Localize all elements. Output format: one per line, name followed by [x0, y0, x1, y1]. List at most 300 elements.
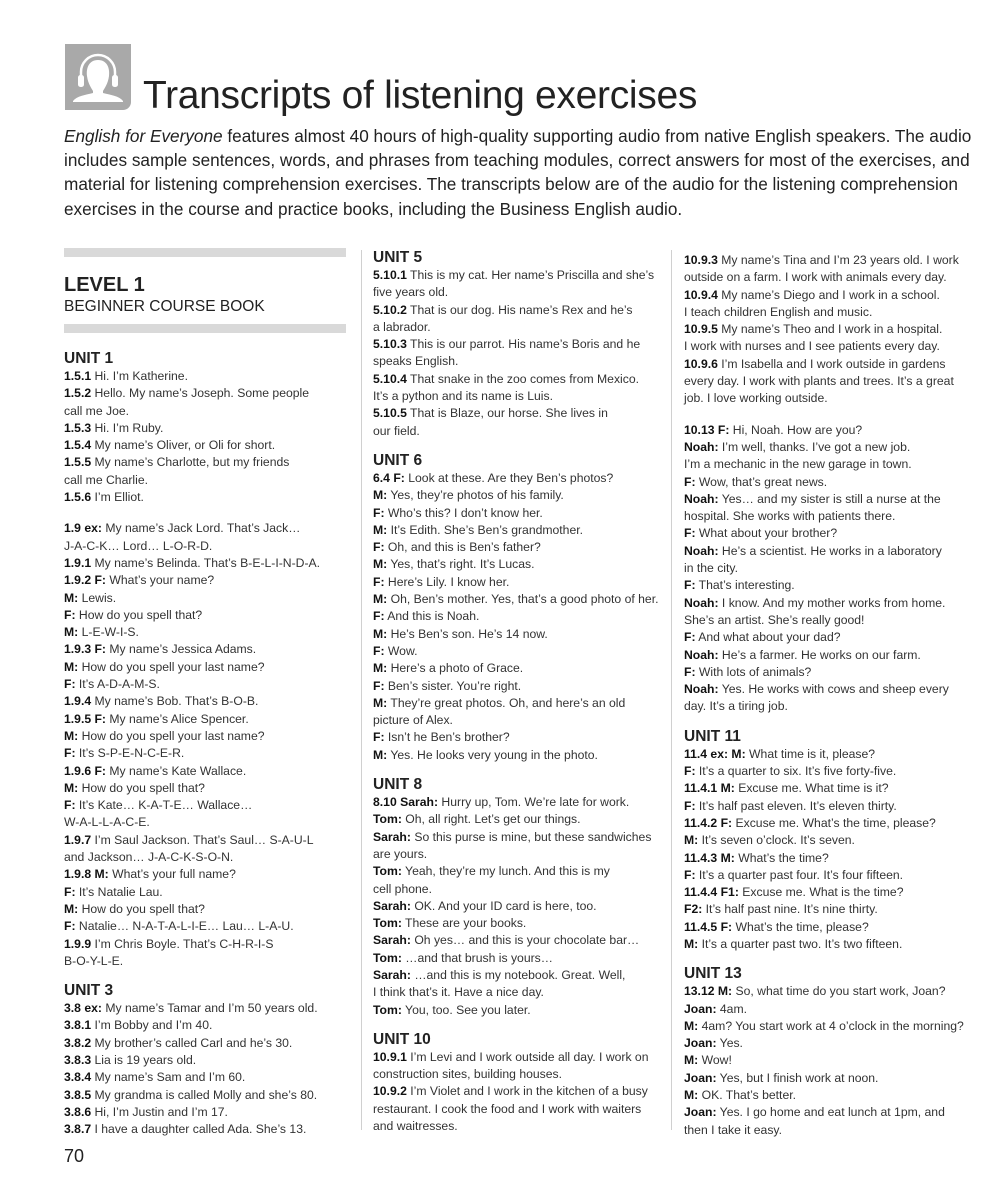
line-label: 6.4 F: — [373, 470, 405, 485]
column-content — [64, 349, 346, 1138]
line-text: in the city. — [684, 561, 738, 576]
transcript-line — [684, 338, 974, 355]
line-text: My name’s Tamar and I’m 50 years old. — [101, 1001, 318, 1016]
transcript-line — [373, 1002, 661, 1019]
transcript-line — [373, 284, 661, 301]
line-text: I’m Chris Boyle. That’s C-H-R-I-S — [91, 936, 274, 951]
line-text: restaurant. I cook the food and I work with waiters — [373, 1101, 642, 1116]
line-text: My name’s Alice Spencer. — [106, 711, 249, 726]
line-label: F: — [373, 540, 385, 555]
line-text: cell phone. — [373, 881, 432, 896]
line-label: M: — [373, 695, 388, 710]
transcript-line — [373, 729, 661, 746]
transcript-line — [373, 336, 661, 353]
transcript-line — [684, 850, 974, 867]
transcript-line — [684, 422, 974, 439]
transcript-line — [64, 454, 346, 471]
line-text: Yes. He looks very young in the photo. — [387, 747, 598, 762]
line-text: With lots of animals? — [695, 664, 812, 679]
line-text: Yes, they’re photos of his family. — [387, 488, 564, 503]
line-label: 5.10.2 — [373, 302, 407, 317]
line-text: Oh, all right. Let’s get our things. — [401, 812, 581, 827]
transcript-line — [373, 747, 661, 764]
transcript-line — [373, 1083, 661, 1100]
unit-heading: UNIT 1 — [64, 350, 114, 367]
transcript-line — [64, 624, 346, 641]
line-text: I’m Elliot. — [91, 490, 144, 505]
line-label: F: — [684, 630, 696, 645]
transcript-line — [684, 474, 974, 491]
line-text: Wow, that’s great news. — [695, 474, 828, 489]
transcript-line — [64, 385, 346, 402]
line-text: I think that’s it. Have a nice day. — [373, 985, 544, 1000]
transcript-line — [64, 711, 346, 728]
transcript-line — [373, 846, 661, 863]
transcript-line — [373, 353, 661, 370]
transcript-line — [64, 849, 346, 866]
line-label: M: — [64, 625, 79, 640]
transcript-line — [373, 967, 661, 984]
line-text: Natalie… N-A-T-A-L-I-E… Lau… L-A-U. — [75, 919, 294, 934]
line-text: I’m well, thanks. I’ve got a new job. — [718, 439, 911, 454]
transcript-line — [373, 829, 661, 846]
transcript-line — [684, 629, 974, 646]
line-label: Noah: — [684, 647, 719, 662]
line-text: Wow. — [384, 643, 418, 658]
line-text: picture of Alex. — [373, 713, 453, 728]
transcript-line — [64, 953, 346, 970]
headphones-person-icon — [65, 44, 131, 110]
line-text: …and this is my notebook. Great. Well, — [410, 967, 626, 982]
line-label: 1.5.1 — [64, 369, 92, 383]
unit-heading: UNIT 5 — [373, 249, 423, 266]
unit-heading: UNIT 6 — [373, 451, 423, 469]
line-text: 4am? You start work at 4 o’clock in the morning? — [698, 1018, 964, 1033]
line-text: Hurry up, Tom. We’re late for work. — [438, 795, 630, 810]
line-label: 3.8.5 — [64, 1087, 92, 1102]
transcript-line — [64, 472, 346, 489]
column-content — [373, 248, 661, 1135]
line-label: M: — [684, 936, 699, 951]
transcript-line — [64, 538, 346, 555]
transcript-line — [64, 520, 346, 537]
line-label: F: — [684, 798, 696, 813]
line-text: So, what time do you start work, Joan? — [732, 984, 946, 999]
transcript-line — [373, 608, 661, 625]
transcript-line — [373, 863, 661, 880]
line-text: And what about your dad? — [695, 630, 841, 645]
line-label: F: — [684, 474, 696, 489]
line-text: and waitresses. — [373, 1119, 458, 1134]
line-label: F: — [373, 643, 385, 658]
transcript-line — [684, 901, 974, 918]
line-label: Noah: — [684, 491, 719, 506]
line-text: My name’s Tina and I’m 23 years old. I work — [717, 253, 959, 267]
line-label: Tom: — [373, 812, 402, 827]
line-label: Noah: — [684, 682, 719, 697]
line-text: Yeah, they’re my lunch. And this is my — [401, 864, 610, 879]
line-text: I’m Violet and I work in the kitchen of a busy — [406, 1084, 648, 1099]
transcript-line — [373, 695, 661, 712]
transcript-line — [684, 491, 974, 508]
transcript-line — [684, 525, 974, 542]
line-label: F: — [64, 607, 76, 622]
line-label: M: — [684, 1018, 699, 1033]
transcript-line — [684, 373, 974, 390]
transcript-line — [373, 660, 661, 677]
transcript-line — [64, 918, 346, 935]
line-text: How do you spell that? — [78, 901, 205, 916]
level-title: LEVEL 1 — [64, 274, 145, 296]
transcript-line — [684, 439, 974, 456]
line-label: Joan: — [684, 1036, 717, 1051]
line-label: Sarah: — [373, 829, 411, 844]
transcript-line — [684, 681, 974, 698]
unit-heading: UNIT 11 — [684, 727, 741, 745]
transcript-line — [64, 866, 346, 883]
line-text: are yours. — [373, 846, 428, 861]
transcript-line — [373, 319, 661, 336]
line-text: These are your books. — [401, 916, 527, 931]
line-text: Lia is 19 years old. — [91, 1052, 197, 1067]
transcript-line — [684, 664, 974, 681]
line-text: J-A-C-K… Lord… L-O-R-D. — [64, 538, 213, 553]
line-label: 11.4 ex: M: — [684, 746, 746, 761]
unit-heading: UNIT 10 — [373, 1030, 431, 1048]
line-label: F: — [373, 730, 385, 745]
line-text: speaks English. — [373, 354, 459, 369]
column-1 — [64, 248, 346, 1138]
transcript-line — [373, 1066, 661, 1083]
line-label: 1.9.5 F: — [64, 711, 106, 726]
line-text: I’m Bobby and I’m 40. — [91, 1018, 213, 1033]
transcript-line — [64, 693, 346, 710]
line-text: a labrador. — [373, 319, 431, 334]
transcript-line — [684, 1087, 974, 1104]
line-text: My name’s Kate Wallace. — [106, 763, 247, 778]
line-label: 10.9.4 — [684, 287, 718, 302]
line-label: M: — [373, 747, 388, 762]
transcript-line — [684, 919, 974, 936]
line-label: 5.10.1 — [373, 268, 407, 282]
page-number: 70 — [64, 1146, 85, 1166]
line-label: M: — [684, 1088, 699, 1103]
line-text: Excuse me. What time is it? — [734, 781, 889, 796]
transcript-line — [684, 867, 974, 884]
transcript-line — [64, 1069, 346, 1086]
transcript-line — [64, 437, 346, 454]
line-label: Tom: — [373, 864, 402, 879]
transcript-line — [373, 1049, 661, 1066]
line-text: I teach children English and music. — [684, 304, 873, 319]
line-label: 3.8.3 — [64, 1052, 92, 1067]
line-text: So this purse is mine, but these sandwiches — [410, 829, 652, 844]
line-text: hospital. She works with patients there. — [684, 509, 896, 524]
line-label: 1.5.3 — [64, 420, 92, 435]
transcript-line — [684, 983, 974, 1000]
line-label: 11.4.2 F: — [684, 815, 733, 830]
transcript-line — [64, 1104, 346, 1121]
transcript-line — [684, 1035, 974, 1052]
line-text: What’s the time? — [734, 850, 829, 865]
transcript-line — [684, 456, 974, 473]
line-label: 10.9.2 — [373, 1084, 407, 1099]
line-label: M: — [373, 557, 388, 572]
transcript-line — [64, 368, 346, 385]
line-text: He’s a farmer. He works on our farm. — [718, 647, 921, 662]
line-text: Excuse me. What’s the time, please? — [732, 815, 936, 830]
line-label: 3.8.4 — [64, 1070, 92, 1085]
transcript-line — [684, 832, 974, 849]
line-text: My name’s Jessica Adams. — [106, 642, 257, 657]
transcript-line — [373, 487, 661, 504]
line-text: Look at these. Are they Ben’s photos? — [404, 470, 614, 485]
line-text: job. I love working outside. — [684, 391, 828, 406]
line-text: This is our parrot. His name’s Boris and he — [406, 337, 641, 352]
line-label: 3.8 ex: — [64, 1001, 102, 1016]
transcript-line — [373, 794, 661, 811]
line-text: It’s a python and its name is Luis. — [373, 389, 553, 404]
line-text: I work with nurses and I see patients every day. — [684, 339, 940, 354]
line-label: 3.8.7 — [64, 1122, 92, 1137]
line-text: then I take it easy. — [684, 1122, 783, 1137]
transcript-line — [373, 505, 661, 522]
line-text: five years old. — [373, 285, 449, 300]
line-text: My brother’s called Carl and he’s 30. — [91, 1035, 293, 1050]
transcript-line — [373, 643, 661, 660]
transcript-line — [373, 522, 661, 539]
line-text: Here’s Lily. I know her. — [384, 574, 510, 589]
line-label: M: — [373, 661, 388, 676]
line-text: My name’s Sam and I’m 60. — [91, 1070, 246, 1085]
transcript-line — [373, 423, 661, 440]
line-label: M: — [373, 488, 388, 503]
line-text: Yes, that’s right. It’s Lucas. — [387, 557, 535, 572]
transcript-line — [373, 388, 661, 405]
line-label: F: — [64, 919, 76, 934]
transcript-line — [64, 1017, 346, 1034]
line-label: M: — [373, 626, 388, 641]
line-text: You, too. See you later. — [401, 1002, 531, 1017]
transcript-line — [684, 746, 974, 763]
transcript-line — [64, 901, 346, 918]
transcript-line — [373, 470, 661, 487]
transcript-line — [64, 745, 346, 762]
line-text: Yes. — [716, 1036, 743, 1051]
line-label: M: — [64, 659, 79, 674]
transcript-line — [373, 984, 661, 1001]
line-text: our field. — [373, 423, 420, 438]
transcript-line — [64, 1035, 346, 1052]
line-text: Oh yes… and this is your chocolate bar… — [410, 933, 640, 948]
line-label: Noah: — [684, 543, 719, 558]
line-label: F: — [684, 526, 696, 541]
line-text: How do you spell your last name? — [78, 659, 265, 674]
line-text: My name’s Theo and I work in a hospital. — [717, 322, 943, 337]
line-label: F: — [684, 764, 696, 779]
line-text: It’s seven o’clock. It’s seven. — [698, 833, 855, 848]
line-label: 3.8.6 — [64, 1104, 92, 1119]
line-text: My name’s Belinda. That’s B-E-L-I-N-D-A. — [91, 555, 321, 570]
transcript-line — [64, 590, 346, 607]
line-text: Excuse me. What is the time? — [738, 885, 904, 900]
line-text: Yes. He works with cows and sheep every — [718, 682, 949, 697]
line-text: How do you spell that? — [78, 780, 205, 795]
transcript-line — [373, 898, 661, 915]
line-text: It’s half past nine. It’s nine thirty. — [702, 902, 878, 917]
transcript-line — [684, 269, 974, 286]
line-label: Joan: — [684, 1105, 717, 1120]
line-label: 1.9.3 F: — [64, 642, 106, 657]
unit-heading: UNIT 3 — [64, 982, 114, 1000]
line-text: This is my cat. Her name’s Priscilla and she’s — [406, 268, 655, 282]
transcript-line — [684, 936, 974, 953]
line-label: 1.9.8 M: — [64, 867, 109, 882]
line-text: W-A-L-L-A-C-E. — [64, 815, 150, 830]
transcript-line — [684, 1122, 974, 1139]
line-label: M: — [373, 522, 388, 537]
line-text: What time is it, please? — [745, 746, 876, 761]
line-label: 11.4.4 F1: — [684, 885, 739, 900]
transcript-line — [684, 356, 974, 373]
line-label: 5.10.3 — [373, 337, 407, 352]
transcript-line — [684, 763, 974, 780]
transcript-line — [64, 1052, 346, 1069]
line-label: Tom: — [373, 950, 402, 965]
line-label: F: — [64, 884, 76, 899]
line-label: 1.5.4 — [64, 438, 92, 453]
line-text: I’m Isabella and I work outside in gardens — [717, 356, 946, 371]
line-text: Oh, and this is Ben’s father? — [384, 540, 541, 555]
transcript-line — [64, 936, 346, 953]
transcript-line — [684, 287, 974, 304]
line-text: What’s the time, please? — [732, 919, 869, 934]
line-label: 1.5.2 — [64, 386, 92, 401]
line-text: L-E-W-I-S. — [78, 625, 139, 640]
line-label: 11.4.3 M: — [684, 850, 735, 865]
line-text: Yes. I go home and eat lunch at 1pm, and — [716, 1105, 945, 1120]
line-text: Oh, Ben’s mother. Yes, that’s a good photo of her. — [387, 592, 659, 607]
line-label: M: — [64, 590, 79, 605]
transcript-line — [64, 1000, 346, 1017]
line-text: It’s A-D-A-M-S. — [75, 677, 160, 692]
transcript-line — [684, 884, 974, 901]
transcript-line — [373, 678, 661, 695]
transcript-line — [64, 780, 346, 797]
line-label: 3.8.1 — [64, 1018, 92, 1033]
line-text: It’s half past eleven. It’s eleven thirty. — [695, 798, 897, 813]
transcript-line — [684, 798, 974, 815]
line-text: What’s your full name? — [108, 867, 236, 882]
line-label: M: — [373, 592, 388, 607]
line-label: 10.9.1 — [373, 1049, 407, 1064]
transcript-line — [684, 577, 974, 594]
transcript-line — [684, 252, 974, 269]
line-text: outside on a farm. I work with animals every day. — [684, 270, 947, 285]
line-text: It’s Natalie Lau. — [75, 884, 163, 899]
line-text: What about your brother? — [695, 526, 838, 541]
transcript-line — [684, 1018, 974, 1035]
level-subtitle: BEGINNER COURSE BOOK — [64, 298, 265, 315]
line-label: 1.9.4 — [64, 694, 92, 709]
column-2 — [373, 248, 661, 1135]
line-label: F: — [64, 798, 76, 813]
line-text: Who’s this? I don’t know her. — [384, 505, 543, 520]
line-text: I’m a mechanic in the new garage in town. — [684, 457, 912, 472]
line-label: F: — [64, 677, 76, 692]
transcript-line — [373, 1101, 661, 1118]
intro-paragraph — [64, 124, 974, 221]
line-label: 1.9 ex: — [64, 521, 102, 536]
transcript-line — [64, 797, 346, 814]
line-text: My name’s Charlotte, but my friends — [91, 455, 290, 470]
line-text: It’s a quarter past two. It’s two fifteen. — [698, 936, 903, 951]
line-label: 5.10.5 — [373, 406, 407, 421]
transcript-line — [684, 698, 974, 715]
transcript-line — [64, 1121, 346, 1138]
transcript-line — [64, 1087, 346, 1104]
transcript-line — [373, 302, 661, 319]
line-label: 5.10.4 — [373, 371, 407, 386]
transcript-line — [373, 626, 661, 643]
transcript-line — [373, 267, 661, 284]
column-content — [684, 252, 974, 1139]
transcript-line — [373, 1118, 661, 1135]
transcript-line — [64, 884, 346, 901]
line-text: He’s Ben’s son. He’s 14 now. — [387, 626, 548, 641]
transcript-line — [64, 659, 346, 676]
unit-heading: UNIT 13 — [684, 965, 742, 983]
transcript-line — [684, 1070, 974, 1087]
transcript-line — [64, 489, 346, 506]
transcript-line — [373, 556, 661, 573]
line-text: That is Blaze, our horse. She lives in — [406, 406, 608, 421]
transcript-line — [684, 1001, 974, 1018]
line-text: Hi, Noah. How are you? — [729, 422, 863, 437]
line-label: F2: — [684, 902, 703, 917]
line-label: F: — [684, 578, 696, 593]
line-label: F: — [373, 505, 385, 520]
line-label: 1.9.6 F: — [64, 763, 106, 778]
line-text: It’s Kate… K-A-T-E… Wallace… — [75, 798, 253, 813]
transcript-line — [64, 763, 346, 780]
line-text: What’s your name? — [106, 573, 215, 588]
transcript-line — [64, 832, 346, 849]
line-text: OK. And your ID card is here, too. — [410, 898, 597, 913]
level-bar-top — [64, 248, 346, 257]
transcript-line — [684, 1104, 974, 1121]
transcript-line — [373, 405, 661, 422]
transcript-line — [684, 1052, 974, 1069]
line-label: Sarah: — [373, 967, 411, 982]
transcript-line — [684, 780, 974, 797]
line-text: every day. I work with plants and trees. It’s a great — [684, 374, 954, 389]
line-label: F: — [684, 664, 696, 679]
intro-text: features almost 40 hours of high-quality supporting audio from native English speakers. The audio includes sample sentences, words, and phrases from teaching modules, correct answers for most of the exercises, and material for listening comprehension exercises. The transcripts below are of the audio for the listening comprehension exercises in the course and practice books, including the Business English audio. — [64, 126, 972, 219]
page-title: Transcripts of listening exercises — [143, 74, 698, 118]
line-label: F: — [373, 609, 385, 624]
line-text: How do you spell that? — [75, 607, 203, 622]
line-text: That is our dog. His name’s Rex and he’s — [406, 302, 633, 317]
line-text: B-O-Y-L-E. — [64, 953, 124, 968]
line-text: That’s interesting. — [695, 578, 795, 593]
transcript-line — [373, 881, 661, 898]
transcript-line — [64, 676, 346, 693]
transcript-line — [684, 647, 974, 664]
line-label: Noah: — [684, 439, 719, 454]
level-bar-bottom — [64, 324, 346, 333]
line-text: call me Charlie. — [64, 472, 148, 487]
